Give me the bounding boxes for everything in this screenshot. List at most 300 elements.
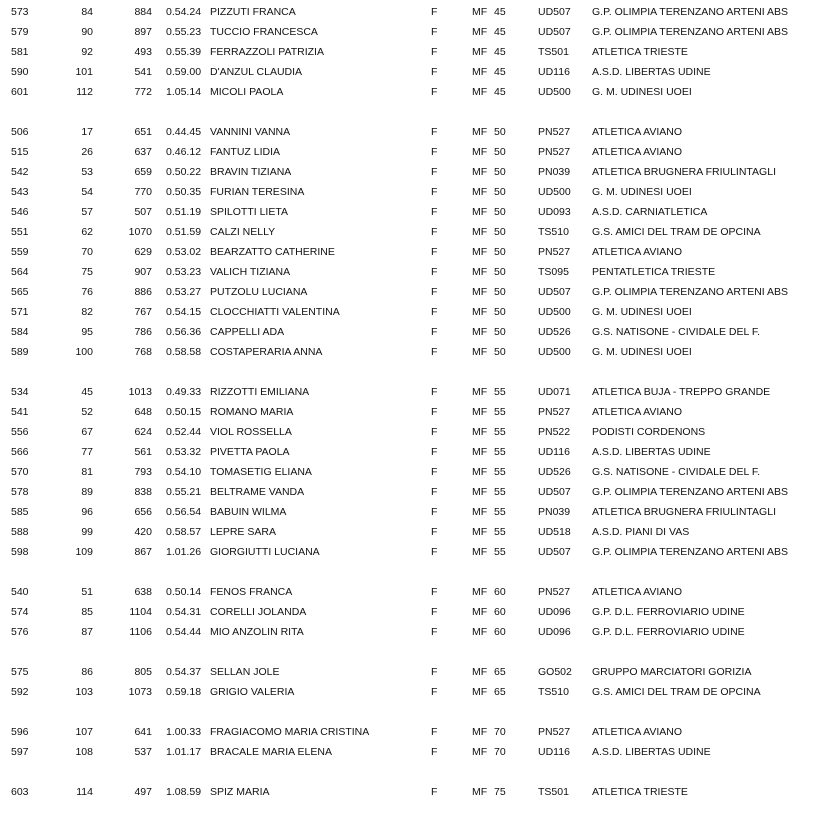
overall-position: 579 xyxy=(11,26,29,38)
athlete-name: ROMANO MARIA xyxy=(210,406,294,418)
club-name: A.S.D. LIBERTAS UDINE xyxy=(592,746,711,758)
age-group: 50 xyxy=(494,266,506,278)
category-position: 101 xyxy=(75,66,93,78)
bib-number: 561 xyxy=(134,446,152,458)
age-group: 45 xyxy=(494,86,506,98)
athlete-name: CLOCCHIATTI VALENTINA xyxy=(210,306,340,318)
result-row xyxy=(0,122,820,142)
finish-time: 1.00.33 xyxy=(166,726,202,738)
athlete-name: TOMASETIG ELIANA xyxy=(210,466,312,478)
result-row xyxy=(0,542,820,562)
club-code: UD071 xyxy=(538,386,571,398)
finish-time: 1.01.17 xyxy=(166,746,202,758)
bib-number: 656 xyxy=(134,506,152,518)
category-position: 114 xyxy=(76,786,93,798)
sex: F xyxy=(431,226,438,238)
bib-number: 1013 xyxy=(128,386,152,398)
bib-number: 641 xyxy=(134,726,152,738)
athlete-name: VALICH TIZIANA xyxy=(210,266,291,278)
overall-position: 559 xyxy=(11,246,29,258)
finish-time: 0.44.45 xyxy=(166,126,202,138)
sex: F xyxy=(431,126,438,138)
finish-time: 0.53.02 xyxy=(166,246,202,258)
category-position: 54 xyxy=(81,186,93,198)
club-code: UD096 xyxy=(538,606,571,618)
sex: F xyxy=(431,426,438,438)
club-code: UD500 xyxy=(538,306,571,318)
category: MF xyxy=(472,466,488,478)
club-name: G.P. OLIMPIA TERENZANO ARTENI ABS xyxy=(592,6,789,18)
club-code: UD518 xyxy=(538,526,571,538)
athlete-name: PIVETTA PAOLA xyxy=(210,446,290,458)
athlete-name: PIZZUTI FRANCA xyxy=(210,6,296,18)
club-name: A.S.D. PIANI DI VAS xyxy=(592,526,690,538)
sex: F xyxy=(431,546,438,558)
age-group: 55 xyxy=(494,546,506,558)
finish-time: 0.58.58 xyxy=(166,346,202,358)
finish-time: 0.52.44 xyxy=(166,426,202,438)
finish-time: 0.54.15 xyxy=(166,306,202,318)
finish-time: 1.05.14 xyxy=(166,86,202,98)
age-group: 50 xyxy=(494,346,506,358)
club-name: A.S.D. LIBERTAS UDINE xyxy=(592,66,711,78)
club-code: GO502 xyxy=(538,666,572,678)
age-group-block xyxy=(0,662,820,702)
club-code: PN039 xyxy=(538,166,571,178)
club-code: UD116 xyxy=(538,446,570,458)
bib-number: 537 xyxy=(134,746,152,758)
overall-position: 515 xyxy=(11,146,29,158)
athlete-name: FANTUZ LIDIA xyxy=(210,146,281,158)
category: MF xyxy=(472,326,488,338)
age-group-block xyxy=(0,382,820,562)
result-row xyxy=(0,662,820,682)
finish-time: 0.50.14 xyxy=(166,586,202,598)
category: MF xyxy=(472,686,488,698)
category: MF xyxy=(472,446,488,458)
club-name: G.P. OLIMPIA TERENZANO ARTENI ABS xyxy=(592,26,789,38)
club-name: ATLETICA AVIANO xyxy=(592,726,683,738)
result-row xyxy=(0,142,820,162)
age-group: 55 xyxy=(494,426,506,438)
finish-time: 0.46.12 xyxy=(166,146,202,158)
club-name: ATLETICA AVIANO xyxy=(592,586,683,598)
club-code: PN522 xyxy=(538,426,571,438)
sex: F xyxy=(431,386,438,398)
athlete-name: PUTZOLU LUCIANA xyxy=(210,286,308,298)
athlete-name: CALZI NELLY xyxy=(210,226,276,238)
athlete-name: COSTAPERARIA ANNA xyxy=(210,346,323,358)
category-position: 17 xyxy=(81,126,93,138)
category-position: 99 xyxy=(81,526,93,538)
athlete-name: LEPRE SARA xyxy=(210,526,276,538)
club-name: GRUPPO MARCIATORI GORIZIA xyxy=(592,666,752,678)
overall-position: 571 xyxy=(11,306,29,318)
finish-time: 0.50.15 xyxy=(166,406,202,418)
result-row xyxy=(0,322,820,342)
bib-number: 786 xyxy=(134,326,152,338)
athlete-name: GIORGIUTTI LUCIANA xyxy=(210,546,320,558)
age-group: 55 xyxy=(494,466,506,478)
overall-position: 576 xyxy=(11,626,29,638)
finish-time: 0.50.35 xyxy=(166,186,202,198)
category-position: 52 xyxy=(81,406,93,418)
athlete-name: VANNINI VANNA xyxy=(210,126,291,138)
category: MF xyxy=(472,186,488,198)
overall-position: 574 xyxy=(11,606,29,618)
overall-position: 588 xyxy=(11,526,29,538)
age-group: 70 xyxy=(494,726,506,738)
category-position: 51 xyxy=(81,586,93,598)
age-group: 70 xyxy=(494,746,506,758)
category-position: 92 xyxy=(81,46,93,58)
finish-time: 0.54.37 xyxy=(166,666,202,678)
overall-position: 556 xyxy=(11,426,29,438)
finish-time: 0.50.22 xyxy=(166,166,202,178)
bib-number: 1104 xyxy=(129,606,152,618)
sex: F xyxy=(431,206,438,218)
club-code: UD500 xyxy=(538,346,571,358)
sex: F xyxy=(431,446,438,458)
club-code: UD116 xyxy=(538,746,570,758)
age-group: 50 xyxy=(494,286,506,298)
sex: F xyxy=(431,306,438,318)
athlete-name: MIO ANZOLIN RITA xyxy=(210,626,304,638)
result-row xyxy=(0,222,820,242)
bib-number: 770 xyxy=(134,186,152,198)
category: MF xyxy=(472,86,488,98)
category: MF xyxy=(472,426,488,438)
athlete-name: VIOL ROSSELLA xyxy=(210,426,292,438)
club-code: UD116 xyxy=(538,66,570,78)
club-name: G. M. UDINESI UOEI xyxy=(592,306,692,318)
category: MF xyxy=(472,626,488,638)
category: MF xyxy=(472,666,488,678)
sex: F xyxy=(431,526,438,538)
club-code: PN527 xyxy=(538,246,571,258)
category-position: 87 xyxy=(81,626,93,638)
category-position: 86 xyxy=(81,666,93,678)
athlete-name: D'ANZUL CLAUDIA xyxy=(210,66,303,78)
category: MF xyxy=(472,606,488,618)
athlete-name: GRIGIO VALERIA xyxy=(210,686,295,698)
athlete-name: SELLAN JOLE xyxy=(210,666,280,678)
bib-number: 629 xyxy=(134,246,152,258)
category-position: 45 xyxy=(81,386,93,398)
sex: F xyxy=(431,6,438,18)
sex: F xyxy=(431,666,438,678)
overall-position: 589 xyxy=(11,346,29,358)
sex: F xyxy=(431,606,438,618)
club-code: UD507 xyxy=(538,6,571,18)
overall-position: 603 xyxy=(11,786,29,798)
overall-position: 596 xyxy=(11,726,29,738)
category: MF xyxy=(472,66,488,78)
overall-position: 598 xyxy=(11,546,29,558)
club-name: ATLETICA BUJA - TREPPO GRANDE xyxy=(592,386,771,398)
bib-number: 867 xyxy=(134,546,152,558)
club-name: G.P. OLIMPIA TERENZANO ARTENI ABS xyxy=(592,546,789,558)
overall-position: 565 xyxy=(11,286,29,298)
club-code: UD500 xyxy=(538,186,571,198)
club-code: TS501 xyxy=(538,46,569,58)
finish-time: 0.55.39 xyxy=(166,46,202,58)
sex: F xyxy=(431,46,438,58)
category: MF xyxy=(472,206,488,218)
result-row xyxy=(0,62,820,82)
finish-time: 0.55.21 xyxy=(166,486,202,498)
bib-number: 768 xyxy=(134,346,152,358)
athlete-name: FRAGIACOMO MARIA CRISTINA xyxy=(210,726,370,738)
category: MF xyxy=(472,386,488,398)
sex: F xyxy=(431,406,438,418)
overall-position: 566 xyxy=(11,446,29,458)
age-group: 50 xyxy=(494,226,506,238)
sex: F xyxy=(431,86,438,98)
club-code: UD507 xyxy=(538,26,571,38)
age-group: 50 xyxy=(494,166,506,178)
overall-position: 578 xyxy=(11,486,29,498)
club-name: ATLETICA BRUGNERA FRIULINTAGLI xyxy=(592,166,776,178)
result-row xyxy=(0,22,820,42)
sex: F xyxy=(431,506,438,518)
overall-position: 601 xyxy=(11,86,29,98)
category: MF xyxy=(472,486,488,498)
bib-number: 651 xyxy=(134,126,152,138)
overall-position: 597 xyxy=(11,746,29,758)
results-list xyxy=(0,2,820,802)
club-code: UD526 xyxy=(538,326,571,338)
athlete-name: SPIZ MARIA xyxy=(210,786,270,798)
category: MF xyxy=(472,786,488,798)
club-name: PENTATLETICA TRIESTE xyxy=(592,266,716,278)
finish-time: 0.53.32 xyxy=(166,446,202,458)
result-row xyxy=(0,262,820,282)
overall-position: 564 xyxy=(11,266,29,278)
result-row xyxy=(0,282,820,302)
result-row xyxy=(0,522,820,542)
finish-time: 0.56.54 xyxy=(166,506,202,518)
category-position: 81 xyxy=(81,466,93,478)
bib-number: 1073 xyxy=(128,686,152,698)
athlete-name: BEARZATTO CATHERINE xyxy=(210,246,335,258)
overall-position: 570 xyxy=(11,466,29,478)
age-group: 55 xyxy=(494,506,506,518)
finish-time: 0.51.19 xyxy=(166,206,202,218)
club-code: TS510 xyxy=(538,226,569,238)
club-name: G.S. NATISONE - CIVIDALE DEL F. xyxy=(592,326,761,338)
sex: F xyxy=(431,486,438,498)
bib-number: 805 xyxy=(134,666,152,678)
age-group: 60 xyxy=(494,606,506,618)
club-name: G.P. OLIMPIA TERENZANO ARTENI ABS xyxy=(592,486,789,498)
sex: F xyxy=(431,686,438,698)
category-position: 53 xyxy=(81,166,93,178)
bib-number: 638 xyxy=(134,586,152,598)
club-name: G.S. AMICI DEL TRAM DE OPCINA xyxy=(592,686,761,698)
category-position: 108 xyxy=(75,746,93,758)
sex: F xyxy=(431,166,438,178)
category-position: 76 xyxy=(81,286,93,298)
category-position: 57 xyxy=(81,206,93,218)
club-name: G. M. UDINESI UOEI xyxy=(592,186,692,198)
athlete-name: RIZZOTTI EMILIANA xyxy=(210,386,310,398)
age-group: 50 xyxy=(494,306,506,318)
bib-number: 793 xyxy=(134,466,152,478)
category: MF xyxy=(472,246,488,258)
category-position: 67 xyxy=(81,426,93,438)
finish-time: 0.51.59 xyxy=(166,226,202,238)
sex: F xyxy=(431,346,438,358)
category: MF xyxy=(472,726,488,738)
club-name: G. M. UDINESI UOEI xyxy=(592,346,692,358)
bib-number: 541 xyxy=(134,66,152,78)
overall-position: 575 xyxy=(11,666,29,678)
age-group: 60 xyxy=(494,586,506,598)
category-position: 85 xyxy=(81,606,93,618)
age-group: 45 xyxy=(494,6,506,18)
overall-position: 585 xyxy=(11,506,29,518)
category: MF xyxy=(472,506,488,518)
club-code: PN527 xyxy=(538,406,571,418)
result-row xyxy=(0,162,820,182)
category-position: 103 xyxy=(75,686,93,698)
category-position: 82 xyxy=(81,306,93,318)
club-name: G.P. D.L. FERROVIARIO UDINE xyxy=(592,626,745,638)
category: MF xyxy=(472,346,488,358)
age-group-block xyxy=(0,122,820,362)
sex: F xyxy=(431,326,438,338)
bib-number: 637 xyxy=(134,146,152,158)
athlete-name: BABUIN WILMA xyxy=(210,506,287,518)
overall-position: 573 xyxy=(11,6,29,18)
category: MF xyxy=(472,226,488,238)
age-group: 50 xyxy=(494,186,506,198)
age-group-block xyxy=(0,2,820,102)
club-name: ATLETICA BRUGNERA FRIULINTAGLI xyxy=(592,506,776,518)
age-group: 60 xyxy=(494,626,506,638)
age-group: 55 xyxy=(494,446,506,458)
athlete-name: FURIAN TERESINA xyxy=(210,186,305,198)
result-row xyxy=(0,382,820,402)
finish-time: 0.58.57 xyxy=(166,526,202,538)
finish-time: 0.54.24 xyxy=(166,6,202,18)
club-name: ATLETICA TRIESTE xyxy=(592,786,688,798)
sex: F xyxy=(431,726,438,738)
bib-number: 907 xyxy=(134,266,152,278)
athlete-name: BELTRAME VANDA xyxy=(210,486,305,498)
category: MF xyxy=(472,546,488,558)
bib-number: 772 xyxy=(134,86,152,98)
overall-position: 541 xyxy=(11,406,29,418)
result-row xyxy=(0,462,820,482)
age-group: 55 xyxy=(494,406,506,418)
result-row xyxy=(0,2,820,22)
category: MF xyxy=(472,406,488,418)
result-row xyxy=(0,42,820,62)
overall-position: 534 xyxy=(11,386,29,398)
category-position: 100 xyxy=(75,346,93,358)
category-position: 89 xyxy=(81,486,93,498)
club-code: TS510 xyxy=(538,686,569,698)
age-group-block xyxy=(0,782,820,802)
category: MF xyxy=(472,266,488,278)
category: MF xyxy=(472,126,488,138)
category-position: 77 xyxy=(81,446,93,458)
age-group: 50 xyxy=(494,246,506,258)
bib-number: 838 xyxy=(134,486,152,498)
category: MF xyxy=(472,526,488,538)
sex: F xyxy=(431,186,438,198)
category: MF xyxy=(472,146,488,158)
category: MF xyxy=(472,306,488,318)
age-group: 65 xyxy=(494,666,506,678)
result-row xyxy=(0,782,820,802)
result-row xyxy=(0,482,820,502)
finish-time: 0.53.27 xyxy=(166,286,202,298)
category: MF xyxy=(472,746,488,758)
age-group: 55 xyxy=(494,486,506,498)
finish-time: 0.54.44 xyxy=(166,626,202,638)
age-group: 50 xyxy=(494,326,506,338)
athlete-name: FENOS FRANCA xyxy=(210,586,293,598)
overall-position: 592 xyxy=(11,686,29,698)
category: MF xyxy=(472,46,488,58)
club-name: G.P. OLIMPIA TERENZANO ARTENI ABS xyxy=(592,286,789,298)
finish-time: 0.54.10 xyxy=(166,466,202,478)
result-row xyxy=(0,342,820,362)
club-name: A.S.D. LIBERTAS UDINE xyxy=(592,446,711,458)
athlete-name: BRAVIN TIZIANA xyxy=(210,166,292,178)
club-name: ATLETICA AVIANO xyxy=(592,146,683,158)
sex: F xyxy=(431,26,438,38)
club-code: UD526 xyxy=(538,466,571,478)
club-code: UD507 xyxy=(538,486,571,498)
sex: F xyxy=(431,586,438,598)
finish-time: 0.54.31 xyxy=(166,606,202,618)
club-code: PN527 xyxy=(538,726,571,738)
category: MF xyxy=(472,6,488,18)
age-group-block xyxy=(0,582,820,642)
age-group: 75 xyxy=(494,786,506,798)
result-row xyxy=(0,302,820,322)
club-code: UD507 xyxy=(538,286,571,298)
age-group: 45 xyxy=(494,26,506,38)
result-row xyxy=(0,742,820,762)
overall-position: 584 xyxy=(11,326,29,338)
sex: F xyxy=(431,66,438,78)
result-row xyxy=(0,242,820,262)
sex: F xyxy=(431,266,438,278)
category: MF xyxy=(472,586,488,598)
sex: F xyxy=(431,786,438,798)
club-code: UD093 xyxy=(538,206,571,218)
athlete-name: BRACALE MARIA ELENA xyxy=(210,746,332,758)
finish-time: 1.01.26 xyxy=(166,546,202,558)
bib-number: 1106 xyxy=(129,626,152,638)
age-group: 50 xyxy=(494,126,506,138)
finish-time: 0.59.00 xyxy=(166,66,202,78)
club-name: G.S. NATISONE - CIVIDALE DEL F. xyxy=(592,466,761,478)
bib-number: 507 xyxy=(134,206,152,218)
sex: F xyxy=(431,246,438,258)
finish-time: 0.59.18 xyxy=(166,686,202,698)
athlete-name: FERRAZZOLI PATRIZIA xyxy=(210,46,324,58)
bib-number: 648 xyxy=(134,406,152,418)
age-group-block xyxy=(0,722,820,762)
club-name: ATLETICA AVIANO xyxy=(592,406,683,418)
result-row xyxy=(0,722,820,742)
